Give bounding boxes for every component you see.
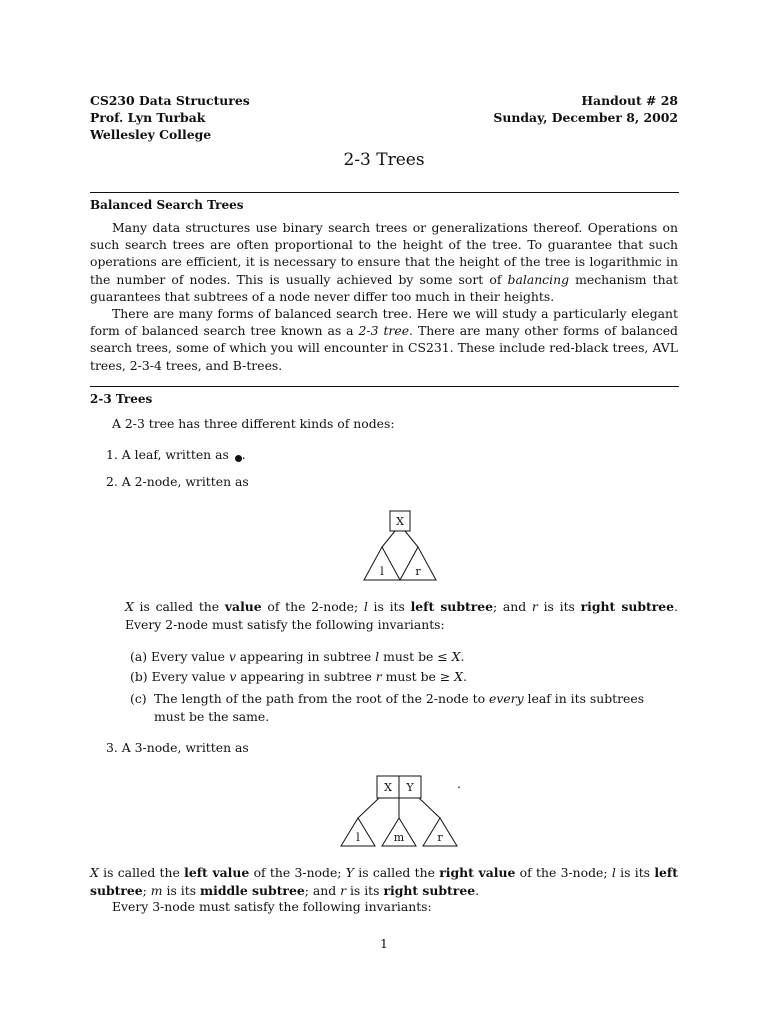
invariant-a: (a) Every value v appearing in subtree l must be ≤ X.	[130, 649, 465, 664]
three-node-right-label: r	[437, 831, 443, 844]
page-title: 2-3 Trees	[343, 150, 425, 170]
paragraph-forms: There are many forms of balanced search tree. Here we will study a particularly elegant form of balanced search tree known as a 2-3 tree. There are many other forms of balanced search trees, some of which you will encounter in CS231. These include red-black trees, AVL trees, 2-3-4 trees, and B-trees.	[90, 306, 678, 373]
invariant-b: (b) Every value v appearing in subtree r must be ≥ X.	[130, 669, 467, 684]
three-node-left-edge	[358, 798, 379, 818]
handout-date: Sunday, December 8, 2002	[493, 110, 678, 125]
two-node-right-edge	[405, 531, 418, 547]
item-number: 3.	[106, 740, 118, 755]
three-node-description: X is called the left value of the 3-node; Y is called the right value of the 3-node; l is its left subtree; m is its middle subtree; and r is its right subtree.	[90, 865, 678, 898]
list-item-2node: 2. A 2-node, written as	[106, 474, 249, 489]
section-rule-2	[90, 386, 679, 387]
three-node-middle-label: m	[393, 831, 405, 844]
two-node-description: X is called the value of the 2-node; l is its left subtree; and r is its right subtree. Every 2-node must satisfy the following invariants:	[125, 599, 678, 632]
handout-number: Handout # 28	[581, 93, 678, 108]
intro-sentence: A 2-3 tree has three different kinds of nodes:	[112, 416, 395, 431]
section-heading-23trees: 2-3 Trees	[90, 392, 153, 406]
two-node-left-edge	[382, 531, 395, 547]
two-node-right-label: r	[415, 565, 421, 578]
college-name: Wellesley College	[90, 127, 212, 142]
list-item-3node: 3. A 3-node, written as	[106, 740, 249, 755]
invariant-c: (c) The length of the path from the root of the 2-node to every leaf in its subtrees must be the same.	[130, 691, 645, 724]
course-name: CS230 Data Structures	[90, 93, 250, 108]
three-node-trailing-period: .	[457, 776, 461, 791]
two-node-root-label: X	[396, 515, 404, 528]
invariant-label: (b)	[130, 669, 148, 684]
course-info	[90, 92, 250, 143]
three-node-diagram	[335, 770, 470, 850]
item-number: 1.	[106, 447, 118, 462]
instructor-name: Prof. Lyn Turbak	[90, 110, 206, 125]
list-item-leaf: 1. A leaf, written as .	[106, 447, 246, 462]
paragraph-balancing: Many data structures use binary search trees or generalizations thereof. Operations on such search trees are often proportional to the height of the tree. To guarantee that such operations are efficient, it is necessary to ensure that the height of the tree is logarithmic in the number of nodes. This is usually achieved by some sort of balancing mechanism that guarantees that subtrees of a node never differ too much in their heights.	[90, 220, 678, 304]
section-rule-1	[90, 192, 679, 193]
three-node-left-label: l	[356, 831, 360, 844]
page-number: 1	[380, 936, 388, 951]
item-number: 2.	[106, 474, 118, 489]
closing-sentence: Every 3-node must satisfy the following invariants:	[112, 899, 432, 914]
three-node-left-value: X	[384, 781, 392, 794]
invariant-label: (a)	[130, 649, 148, 664]
two-node-left-label: l	[380, 565, 384, 578]
leaf-dot-icon	[235, 455, 242, 462]
handout-info	[493, 92, 678, 126]
invariant-label: (c)	[130, 691, 147, 706]
three-node-right-edge	[419, 798, 440, 818]
three-node-right-value: Y	[406, 781, 414, 794]
two-node-diagram	[355, 507, 445, 587]
section-heading-balanced: Balanced Search Trees	[90, 198, 244, 212]
